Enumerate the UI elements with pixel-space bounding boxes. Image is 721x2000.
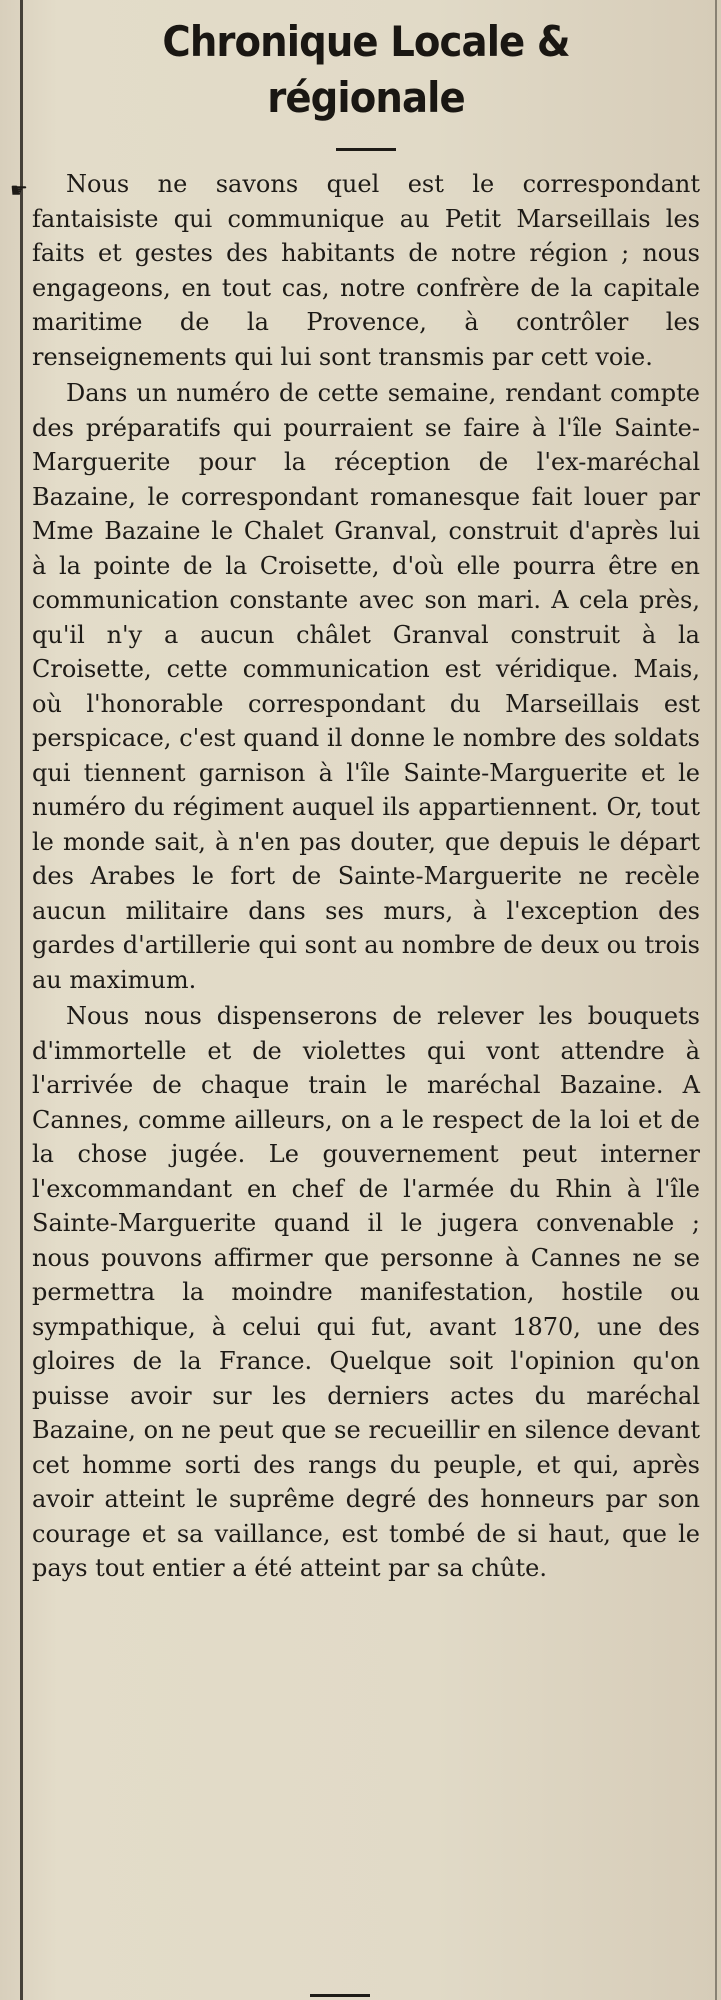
column-rule-left <box>20 0 23 2000</box>
paragraph-1-text: Nous ne savons quel est le correspondant fantaisiste qui communique au Petit Marseillais les faits et gestes des habitants de notre région ; nous engageons, en tout cas, notre confrère de la capitale maritime de la Provence, à contrôler les renseignements qui lui sont transmis par cett voie. <box>32 170 700 371</box>
column-rule-right <box>715 0 717 2000</box>
pointing-hand-icon: ☛ <box>10 178 28 202</box>
title-rule <box>336 148 396 151</box>
paragraph-1 <box>10 167 700 374</box>
paragraph-2: Dans un numéro de cette semaine, rendant compte des préparatifs qui pourraient se faire à l'île Sainte-Marguerite pour la réception de l'ex-maréchal Bazaine, le correspondant romanesque fait louer par Mme Bazaine le Chalet Granval, construit d'après lui à la pointe de la Croisette, d'où elle pourra être en communication constante avec son mari. A cela près, qu'il n'y a aucun châlet Granval construit à la Croisette, cette communication est véridique. Mais, où l'honorable correspondant du Marseillais est perspicace, c'est quand il donne le nombre des soldats qui tiennent garnison à l'île Sainte-Marguerite et le numéro du régiment auquel ils appartiennent. Or, tout le monde sait, à n'en pas douter, que depuis le départ des Arabes le fort de Sainte-Marguerite ne recèle aucun militaire dans ses murs, à l'exception des gardes d'artillerie qui sont au nombre de deux ou trois au maximum. <box>32 379 700 994</box>
bottom-rule <box>310 1994 370 1997</box>
article <box>10 14 700 1588</box>
article-title: Chronique Locale & régionale <box>162 17 570 122</box>
paragraph-3: Nous nous dispenserons de relever les bouquets d'immortelle et de violettes qui vont attendre à l'arrivée de chaque train le maréchal Bazaine. A Cannes, comme ailleurs, on a le respect de la loi et de la chose jugée. Le gouvernement peut interner l'excommandant en chef de l'armée du Rhin à l'île Sainte-Marguerite quand il le jugera convenable ; nous pouvons affirmer que personne à Cannes ne se permettra la moindre manifestation, hostile ou sympathique, à celui qui fut, avant 1870, une des gloires de la France. Quelque soit l'opinion qu'on puisse avoir sur les derniers actes du maréchal Bazaine, on ne peut que se recueillir en silence devant cet homme sorti des rangs du peuple, et qui, après avoir atteint le suprême degré des honneurs par son courage et sa vaillance, est tombé de si haut, que le pays tout entier a été atteint par sa chûte. <box>32 1002 700 1582</box>
